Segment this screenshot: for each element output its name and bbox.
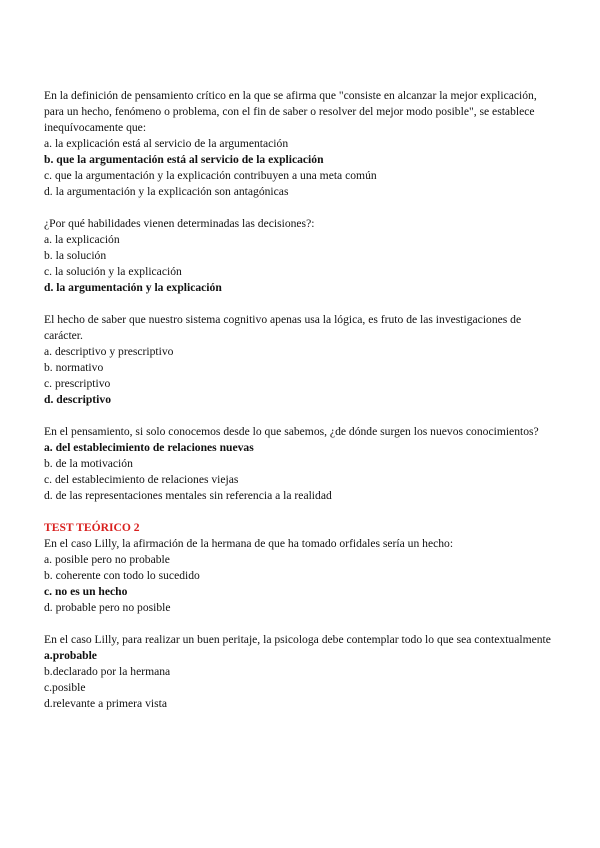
option-a-correct: a.probable [44, 649, 97, 662]
option-d: d. probable pero no posible [44, 601, 171, 614]
option-a: a. la explicación está al servicio de la argumentación [44, 137, 289, 150]
option-d: d.relevante a primera vista [44, 697, 167, 710]
question-text: En el caso Lilly, para realizar un buen peritaje, la psicologa debe contemplar todo lo que sea contextualmente [44, 633, 551, 646]
option-b: b. normativo [44, 361, 104, 374]
question-block-4 [44, 424, 556, 504]
option-a-correct: a. del establecimiento de relaciones nuevas [44, 441, 254, 454]
option-a: a. la explicación [44, 233, 120, 246]
option-d-correct: d. la argumentación y la explicación [44, 281, 222, 294]
question-text: El hecho de saber que nuestro sistema cognitivo apenas usa la lógica, es fruto de las investigaciones de carácter. [44, 313, 522, 342]
section-heading: TEST TEÓRICO 2 [44, 521, 140, 534]
option-a: a. descriptivo y prescriptivo [44, 345, 174, 358]
option-c: c.posible [44, 681, 86, 694]
question-text: En la definición de pensamiento crítico en la que se afirma que "consiste en alcanzar la mejor explicación, para un hecho, fenómeno o problema, con el fin de saber o resolver del mejor modo posible", se establece inequívocamente que: [44, 89, 537, 134]
question-block-2 [44, 216, 556, 296]
option-a: a. posible pero no probable [44, 553, 170, 566]
option-b: b. la solución [44, 249, 107, 262]
question-text: ¿Por qué habilidades vienen determinadas las decisiones?: [44, 217, 315, 230]
question-text: En el caso Lilly, la afirmación de la hermana de que ha tomado orfidales sería un hecho: [44, 537, 454, 550]
option-b: b. coherente con todo lo sucedido [44, 569, 200, 582]
option-b: b. de la motivación [44, 457, 133, 470]
option-d: d. la argumentación y la explicación son antagónicas [44, 185, 289, 198]
option-c: c. del establecimiento de relaciones viejas [44, 473, 239, 486]
option-b-correct: b. que la argumentación está al servicio de la explicación [44, 153, 324, 166]
document-page [44, 88, 556, 728]
option-c: c. prescriptivo [44, 377, 111, 390]
option-c: c. que la argumentación y la explicación contribuyen a una meta común [44, 169, 377, 182]
option-c-correct: c. no es un hecho [44, 585, 128, 598]
question-block-3 [44, 312, 556, 408]
option-b: b.declarado por la hermana [44, 665, 171, 678]
question-text: En el pensamiento, si solo conocemos desde lo que sabemos, ¿de dónde surgen los nuevos conocimientos? [44, 425, 539, 438]
option-d-correct: d. descriptivo [44, 393, 111, 406]
question-block-1 [44, 88, 556, 200]
question-block-5 [44, 520, 556, 616]
option-c: c. la solución y la explicación [44, 265, 182, 278]
option-d: d. de las representaciones mentales sin referencia a la realidad [44, 489, 332, 502]
question-block-6 [44, 632, 556, 712]
